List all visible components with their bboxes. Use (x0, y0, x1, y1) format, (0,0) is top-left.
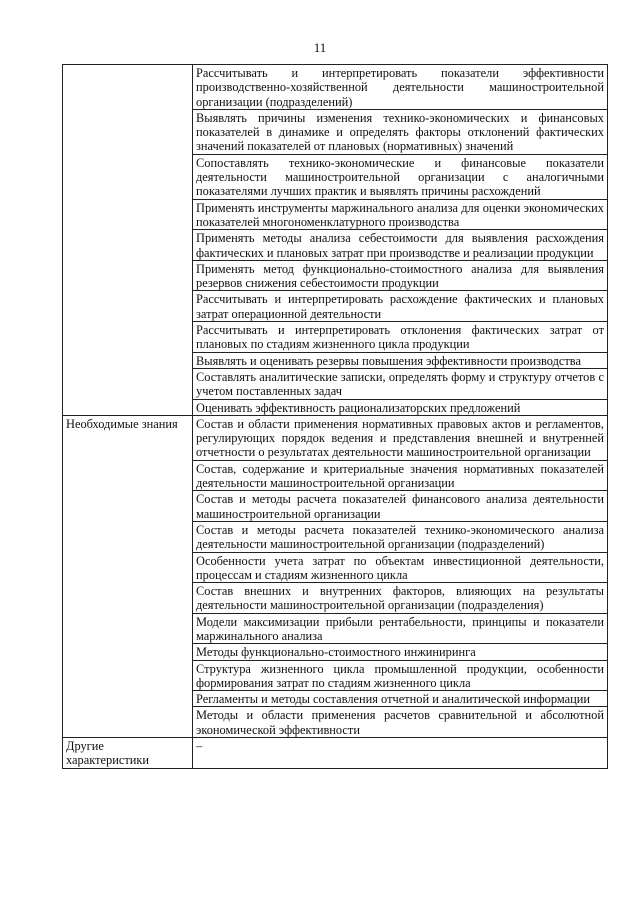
knowledge-label: Необходимые знания (63, 415, 193, 737)
competency-table (62, 64, 608, 769)
knowledge-item: Структура жизненного цикла промышленной продукции, особенности формирования затрат по стадиям жизненного цикла (193, 660, 608, 691)
skill-item: Применять методы анализа себестоимости для выявления расхождения фактических и плановых затрат при производстве и реализации продукции (193, 230, 608, 261)
skills-label-cell (63, 65, 193, 416)
table-row (63, 415, 608, 460)
skill-item: Выявлять и оценивать резервы повышения эффективности производства (193, 352, 608, 368)
skill-item: Рассчитывать и интерпретировать отклонения фактических затрат от плановых по стадиям жизненного цикла продукции (193, 322, 608, 353)
knowledge-item: Регламенты и методы составления отчетной и аналитической информации (193, 691, 608, 707)
skill-item: Рассчитывать и интерпретировать показатели эффективности производственно-хозяйственной деятельности машиностроительной организации (подразделений) (193, 65, 608, 110)
table-row (63, 65, 608, 110)
table-row (63, 738, 608, 769)
knowledge-item: Методы функционально-стоимостного инжиниринга (193, 644, 608, 660)
skill-item: Выявлять причины изменения технико-экономических и финансовых показателей в динамике и определять факторы отклонений фактических значений показателей от плановых (нормативных) значений (193, 109, 608, 154)
knowledge-item: Состав и методы расчета показателей финансового анализа деятельности машиностроительной организации (193, 491, 608, 522)
skill-item: Составлять аналитические записки, определять форму и структуру отчетов с учетом поставленных задач (193, 368, 608, 399)
knowledge-item: Состав и методы расчета показателей технико-экономического анализа деятельности машиностроительной организации (подразделений) (193, 521, 608, 552)
page-number: 11 (313, 40, 327, 55)
skill-item: Сопоставлять технико-экономические и финансовые показатели деятельности машиностроительной организации с аналогичными показателями лучших практик и выявлять причины расхождений (193, 154, 608, 199)
knowledge-item: Состав и области применения нормативных правовых актов и регламентов, регулирующих порядок ведения и представления внешней и внутренней отчетности о результатах деятельности машиностроительной организации (193, 415, 608, 460)
other-characteristics-label: Другие характеристики (63, 738, 193, 769)
knowledge-item: Состав внешних и внутренних факторов, влияющих на результаты деятельности машиностроительной организации (подразделения) (193, 583, 608, 614)
skill-item: Рассчитывать и интерпретировать расхождение фактических и плановых затрат операционной деятельности (193, 291, 608, 322)
knowledge-item: Состав, содержание и критериальные значения нормативных показателей деятельности машиностроительной организации (193, 460, 608, 491)
knowledge-item: Модели максимизации прибыли рентабельности, принципы и показатели маржинального анализа (193, 613, 608, 644)
skill-item: Применять метод функционально-стоимостного анализа для выявления резервов снижения себестоимости продукции (193, 260, 608, 291)
knowledge-item: Особенности учета затрат по объектам инвестиционной деятельности, процессам и стадиям жизненного цикла (193, 552, 608, 583)
skill-item: Оценивать эффективность рационализаторских предложений (193, 399, 608, 415)
knowledge-item: Методы и области применения расчетов сравнительной и абсолютной экономической эффективности (193, 707, 608, 738)
other-characteristics-value: – (193, 738, 608, 769)
skill-item: Применять инструменты маржинального анализа для оценки экономических показателей многономенклатурного производства (193, 199, 608, 230)
